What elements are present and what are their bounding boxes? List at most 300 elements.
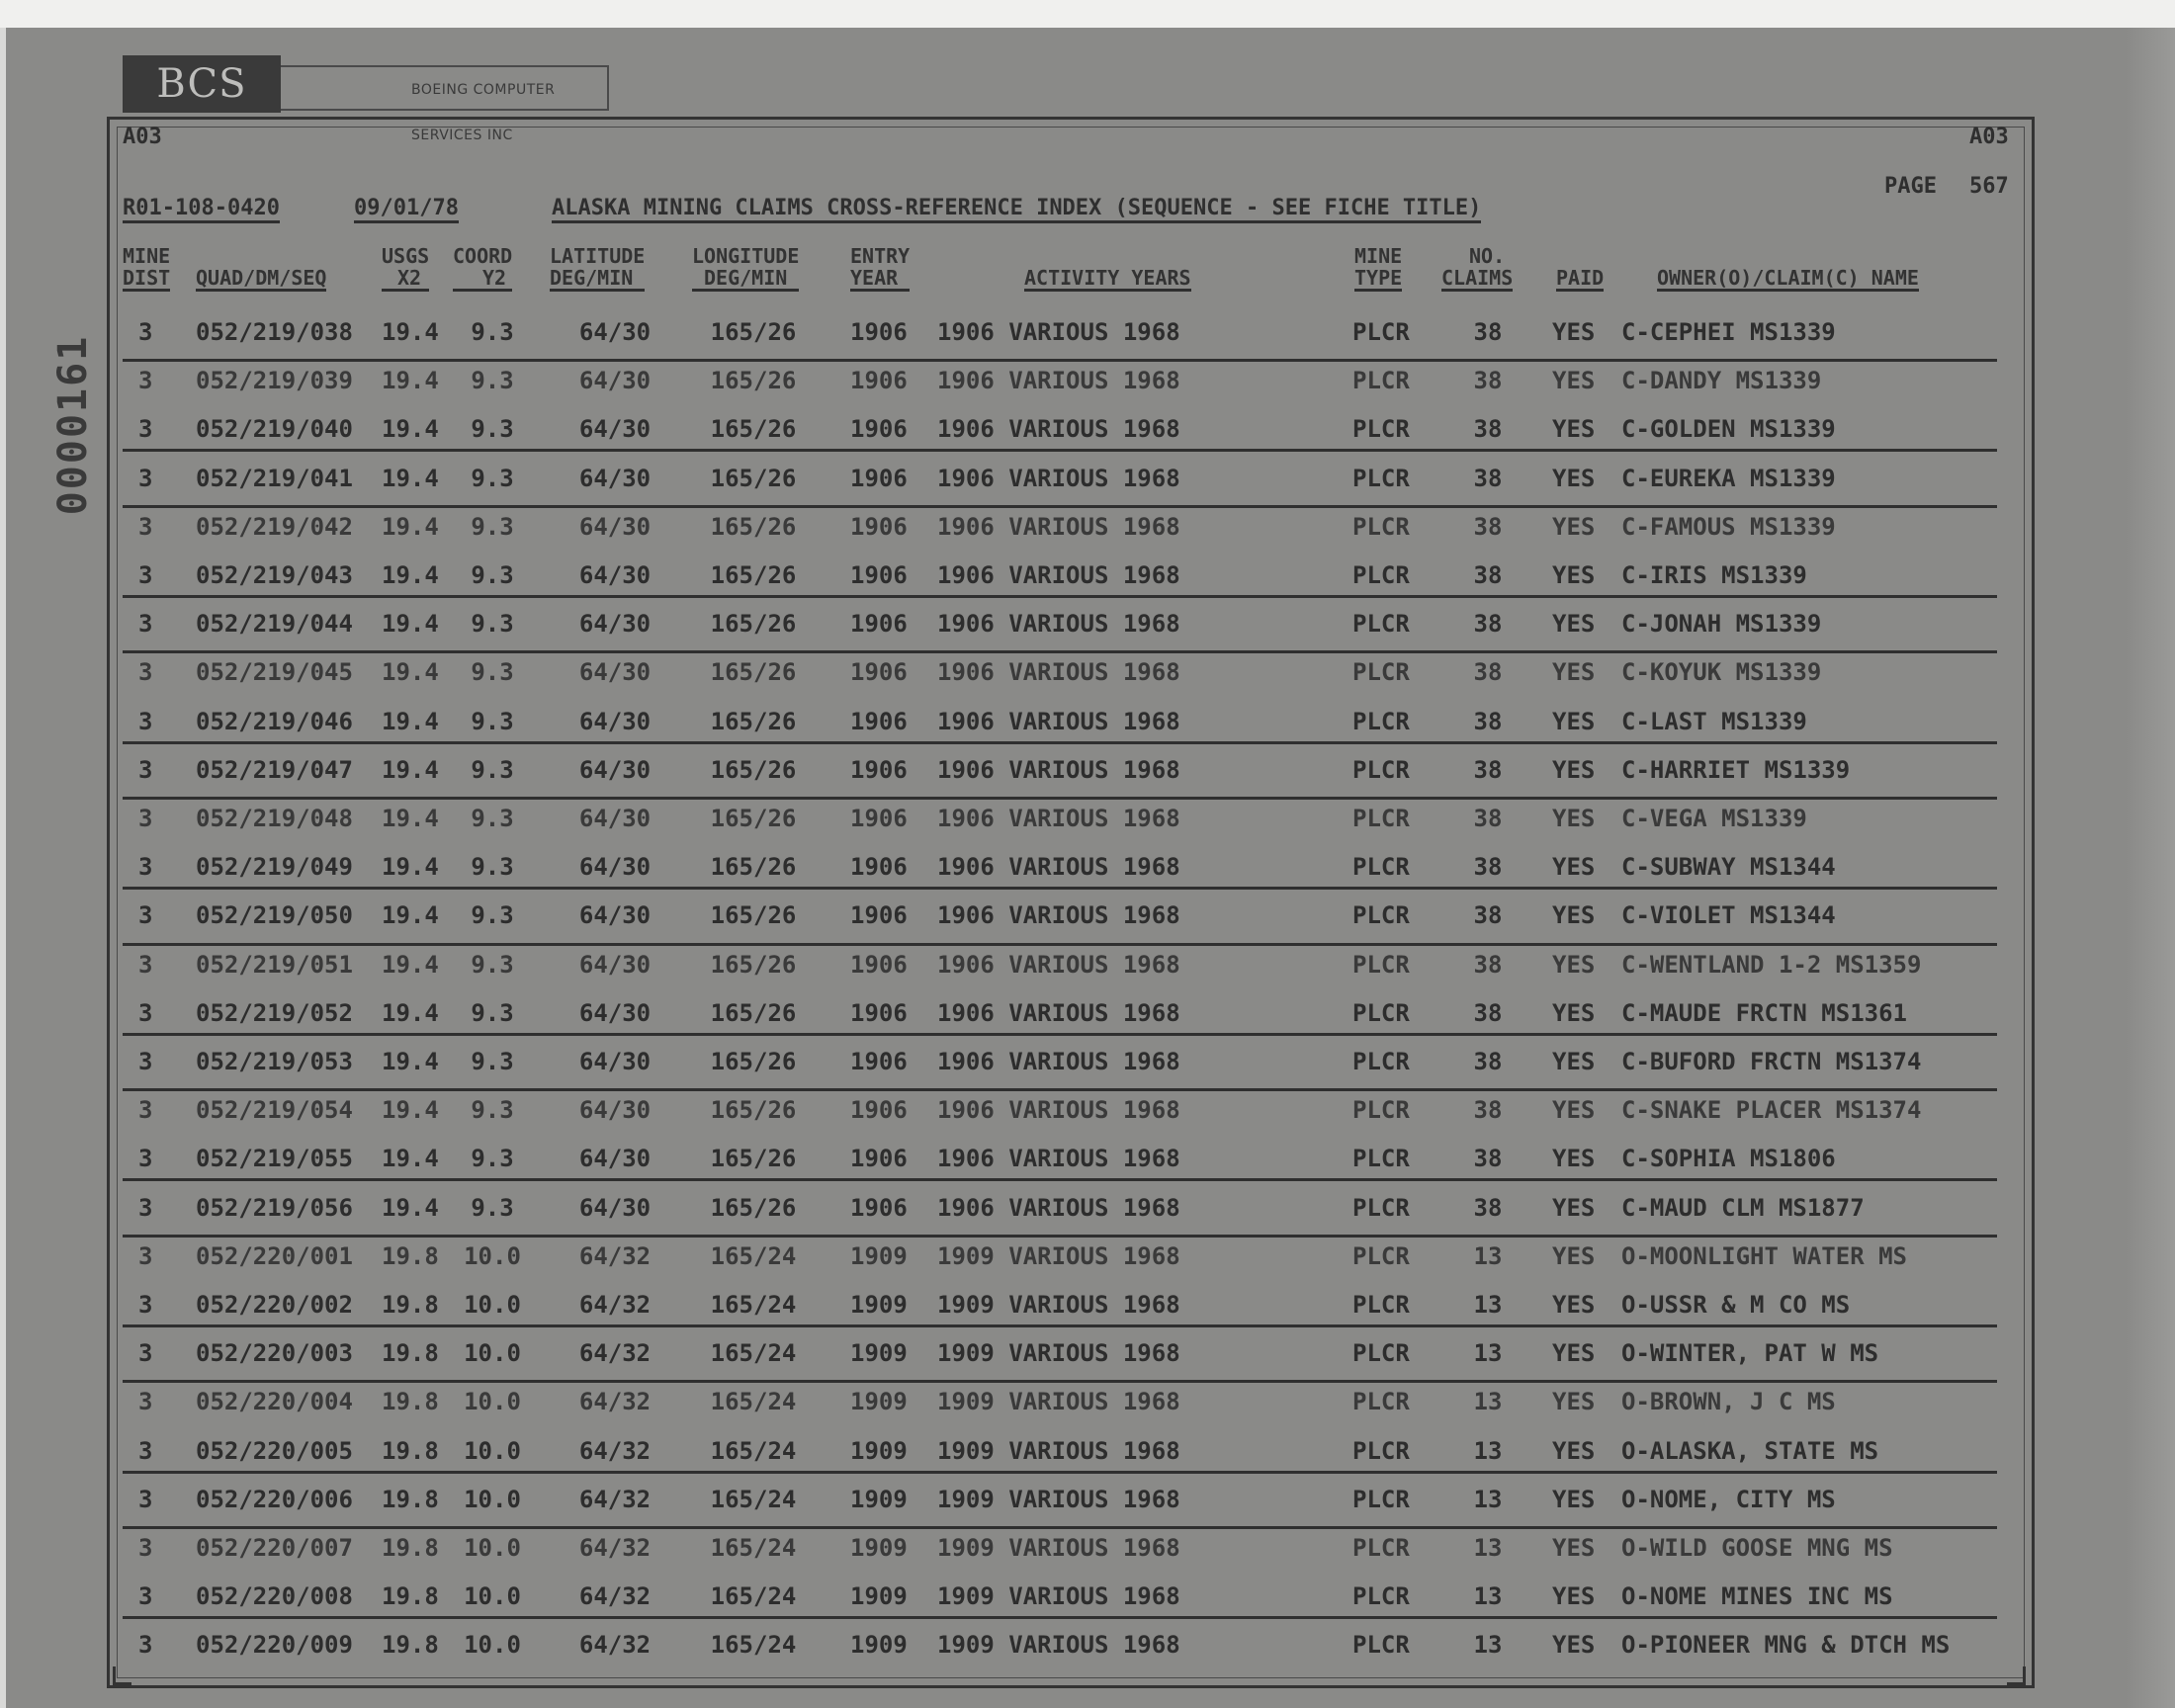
mine-dist-cell: 3 bbox=[138, 561, 153, 589]
col-coord-y: COORD Y2 bbox=[453, 244, 513, 290]
fiche-side-number bbox=[44, 316, 103, 534]
activity-cell: 1906 VARIOUS 1968 bbox=[937, 512, 1180, 541]
coord-y-cell: 9.3 bbox=[471, 1048, 514, 1075]
paid-cell: YES bbox=[1552, 318, 1596, 346]
usgs-x-cell: 19.4 bbox=[382, 658, 439, 687]
quad-cell: 052/220/001 bbox=[196, 1241, 353, 1270]
quad-cell: 052/219/048 bbox=[196, 805, 353, 832]
owner-claim-cell: C-BUFORD FRCTN MS1374 bbox=[1621, 1048, 1922, 1075]
coord-y-cell: 9.3 bbox=[471, 1193, 514, 1222]
row-rule bbox=[123, 1324, 1997, 1327]
coord-y-cell: 9.3 bbox=[471, 998, 514, 1027]
entry-year-cell: 1909 bbox=[850, 1534, 908, 1562]
mine-type-cell: PLCR bbox=[1352, 1485, 1410, 1513]
mine-dist-cell: 3 bbox=[138, 1436, 153, 1465]
owner-claim-cell: O-BROWN, J C MS bbox=[1621, 1388, 1836, 1416]
owner-claim-cell: C-MAUD CLM MS1877 bbox=[1621, 1193, 1865, 1222]
mine-type-cell: PLCR bbox=[1352, 610, 1410, 639]
longitude-cell: 165/26 bbox=[710, 1193, 797, 1222]
mine-dist-cell: 3 bbox=[138, 1048, 153, 1075]
table-row bbox=[123, 552, 2001, 600]
coord-y-cell: 10.0 bbox=[464, 1241, 521, 1270]
mine-dist-cell: 3 bbox=[138, 1145, 153, 1173]
claims-cell: 38 bbox=[1473, 1145, 1503, 1173]
owner-claim-cell: C-MAUDE FRCTN MS1361 bbox=[1621, 998, 1907, 1027]
latitude-cell: 64/30 bbox=[578, 1048, 652, 1075]
mine-dist-cell: 3 bbox=[138, 755, 153, 784]
paid-cell: YES bbox=[1552, 658, 1596, 687]
longitude-cell: 165/26 bbox=[710, 318, 797, 346]
activity-cell: 1909 VARIOUS 1968 bbox=[937, 1631, 1180, 1660]
entry-year-cell: 1906 bbox=[850, 658, 908, 687]
activity-cell: 1906 VARIOUS 1968 bbox=[937, 805, 1180, 832]
row-rule bbox=[123, 1526, 1997, 1529]
claims-cell: 38 bbox=[1473, 998, 1503, 1027]
usgs-x-cell: 19.8 bbox=[382, 1534, 439, 1562]
row-rule bbox=[123, 1616, 1997, 1619]
owner-claim-cell: O-NOME, CITY MS bbox=[1621, 1485, 1836, 1513]
latitude-cell: 64/30 bbox=[578, 998, 652, 1027]
row-rule bbox=[123, 1471, 1997, 1474]
entry-year-cell: 1906 bbox=[850, 561, 908, 589]
longitude-cell: 165/26 bbox=[710, 853, 797, 882]
entry-year-cell: 1909 bbox=[850, 1436, 908, 1465]
activity-cell: 1909 VARIOUS 1968 bbox=[937, 1241, 1180, 1270]
col-entry-year: ENTRY YEAR bbox=[850, 244, 911, 290]
activity-cell: 1906 VARIOUS 1968 bbox=[937, 367, 1180, 395]
col-mine-dist: MINE DIST bbox=[123, 244, 171, 290]
quad-cell: 052/220/005 bbox=[196, 1436, 353, 1465]
mine-type-cell: PLCR bbox=[1352, 1291, 1410, 1319]
activity-cell: 1906 VARIOUS 1968 bbox=[937, 901, 1180, 930]
mine-dist-cell: 3 bbox=[138, 610, 153, 639]
coord-y-cell: 9.3 bbox=[471, 415, 514, 444]
mine-type-cell: PLCR bbox=[1352, 367, 1410, 395]
owner-claim-cell: O-PIONEER MNG & DTCH MS bbox=[1621, 1631, 1951, 1660]
quad-cell: 052/220/002 bbox=[196, 1291, 353, 1319]
coord-y-cell: 9.3 bbox=[471, 707, 514, 735]
coord-y-cell: 9.3 bbox=[471, 512, 514, 541]
row-rule bbox=[123, 887, 1997, 890]
paid-cell: YES bbox=[1552, 998, 1596, 1027]
usgs-x-cell: 19.8 bbox=[382, 1436, 439, 1465]
claims-cell: 38 bbox=[1473, 512, 1503, 541]
paid-cell: YES bbox=[1552, 1096, 1596, 1125]
quad-cell: 052/219/053 bbox=[196, 1048, 353, 1075]
claims-cell: 38 bbox=[1473, 950, 1503, 979]
quad-cell: 052/219/041 bbox=[196, 464, 353, 492]
quad-cell: 052/220/007 bbox=[196, 1534, 353, 1562]
paid-cell: YES bbox=[1552, 805, 1596, 832]
claims-cell: 13 bbox=[1473, 1291, 1503, 1319]
mine-type-cell: PLCR bbox=[1352, 1631, 1410, 1660]
longitude-cell: 165/24 bbox=[710, 1534, 797, 1562]
table-row bbox=[123, 1621, 2001, 1669]
mine-dist-cell: 3 bbox=[138, 512, 153, 541]
mine-type-cell: PLCR bbox=[1352, 1436, 1410, 1465]
owner-claim-cell: O-WILD GOOSE MNG MS bbox=[1621, 1534, 1893, 1562]
table-row bbox=[123, 1427, 2001, 1476]
quad-cell: 052/219/042 bbox=[196, 512, 353, 541]
usgs-x-cell: 19.4 bbox=[382, 1145, 439, 1173]
mine-type-cell: PLCR bbox=[1352, 1048, 1410, 1075]
mine-dist-cell: 3 bbox=[138, 1582, 153, 1611]
owner-claim-cell: C-KOYUK MS1339 bbox=[1621, 658, 1822, 687]
coord-y-cell: 9.3 bbox=[471, 610, 514, 639]
usgs-x-cell: 19.4 bbox=[382, 901, 439, 930]
usgs-x-cell: 19.4 bbox=[382, 755, 439, 784]
row-rule bbox=[123, 1235, 1997, 1238]
latitude-cell: 64/32 bbox=[578, 1339, 652, 1368]
table-row bbox=[123, 600, 2001, 648]
latitude-cell: 64/30 bbox=[578, 901, 652, 930]
claims-cell: 38 bbox=[1473, 415, 1503, 444]
quad-cell: 052/219/045 bbox=[196, 658, 353, 687]
row-rule bbox=[123, 359, 1997, 362]
mine-dist-cell: 3 bbox=[138, 1631, 153, 1660]
usgs-x-cell: 19.4 bbox=[382, 805, 439, 832]
usgs-x-cell: 19.4 bbox=[382, 950, 439, 979]
longitude-cell: 165/24 bbox=[710, 1339, 797, 1368]
owner-claim-cell: C-LAST MS1339 bbox=[1621, 707, 1807, 735]
quad-cell: 052/219/050 bbox=[196, 901, 353, 930]
quad-cell: 052/219/047 bbox=[196, 755, 353, 784]
activity-cell: 1909 VARIOUS 1968 bbox=[937, 1291, 1180, 1319]
entry-year-cell: 1909 bbox=[850, 1241, 908, 1270]
coord-y-cell: 10.0 bbox=[464, 1291, 521, 1319]
activity-cell: 1906 VARIOUS 1968 bbox=[937, 610, 1180, 639]
row-rule bbox=[123, 797, 1997, 800]
longitude-cell: 165/26 bbox=[710, 901, 797, 930]
activity-cell: 1906 VARIOUS 1968 bbox=[937, 1048, 1180, 1075]
table-row bbox=[123, 308, 2001, 357]
paid-cell: YES bbox=[1552, 1388, 1596, 1416]
paid-cell: YES bbox=[1552, 853, 1596, 882]
activity-cell: 1906 VARIOUS 1968 bbox=[937, 950, 1180, 979]
coord-y-cell: 9.3 bbox=[471, 464, 514, 492]
activity-cell: 1909 VARIOUS 1968 bbox=[937, 1534, 1180, 1562]
longitude-cell: 165/26 bbox=[710, 707, 797, 735]
claims-cell: 13 bbox=[1473, 1485, 1503, 1513]
owner-claim-cell: C-HARRIET MS1339 bbox=[1621, 755, 1851, 784]
longitude-cell: 165/24 bbox=[710, 1631, 797, 1660]
claims-cell: 38 bbox=[1473, 464, 1503, 492]
latitude-cell: 64/32 bbox=[578, 1534, 652, 1562]
mine-type-cell: PLCR bbox=[1352, 1096, 1410, 1125]
usgs-x-cell: 19.8 bbox=[382, 1388, 439, 1416]
paid-cell: YES bbox=[1552, 1241, 1596, 1270]
latitude-cell: 64/30 bbox=[578, 415, 652, 444]
quad-cell: 052/220/004 bbox=[196, 1388, 353, 1416]
quad-cell: 052/219/039 bbox=[196, 367, 353, 395]
quad-cell: 052/219/051 bbox=[196, 950, 353, 979]
coord-y-cell: 10.0 bbox=[464, 1582, 521, 1611]
owner-claim-cell: C-DANDY MS1339 bbox=[1621, 367, 1822, 395]
table-row bbox=[123, 1476, 2001, 1524]
owner-claim-cell: C-SUBWAY MS1344 bbox=[1621, 853, 1836, 882]
table-row bbox=[123, 1378, 2001, 1426]
logo-mark: BCS bbox=[123, 55, 281, 113]
entry-year-cell: 1906 bbox=[850, 707, 908, 735]
mine-dist-cell: 3 bbox=[138, 658, 153, 687]
table-row bbox=[123, 1184, 2001, 1233]
entry-year-cell: 1906 bbox=[850, 1193, 908, 1222]
row-rule bbox=[123, 449, 1997, 452]
longitude-cell: 165/26 bbox=[710, 755, 797, 784]
claims-cell: 38 bbox=[1473, 367, 1503, 395]
mine-dist-cell: 3 bbox=[138, 1193, 153, 1222]
claims-cell: 38 bbox=[1473, 610, 1503, 639]
quad-cell: 052/219/049 bbox=[196, 853, 353, 882]
paid-cell: YES bbox=[1552, 1339, 1596, 1368]
coord-y-cell: 10.0 bbox=[464, 1631, 521, 1660]
claims-cell: 38 bbox=[1473, 1193, 1503, 1222]
longitude-cell: 165/26 bbox=[710, 367, 797, 395]
paid-cell: YES bbox=[1552, 1631, 1596, 1660]
latitude-cell: 64/32 bbox=[578, 1436, 652, 1465]
owner-claim-cell: O-NOME MINES INC MS bbox=[1621, 1582, 1893, 1611]
table-row bbox=[123, 1233, 2001, 1281]
usgs-x-cell: 19.4 bbox=[382, 1096, 439, 1125]
paid-cell: YES bbox=[1552, 755, 1596, 784]
quad-cell: 052/220/008 bbox=[196, 1582, 353, 1611]
mine-type-cell: PLCR bbox=[1352, 1582, 1410, 1611]
usgs-x-cell: 19.4 bbox=[382, 415, 439, 444]
paid-cell: YES bbox=[1552, 1582, 1596, 1611]
quad-cell: 052/220/003 bbox=[196, 1339, 353, 1368]
mine-dist-cell: 3 bbox=[138, 464, 153, 492]
mine-type-cell: PLCR bbox=[1352, 853, 1410, 882]
fiche-side-number-text: 0000161 bbox=[50, 334, 96, 516]
row-rule bbox=[123, 1380, 1997, 1383]
activity-cell: 1909 VARIOUS 1968 bbox=[937, 1388, 1180, 1416]
col-owner-claim: OWNER(O)/CLAIM(C) NAME bbox=[1657, 266, 1919, 290]
mine-type-cell: PLCR bbox=[1352, 1241, 1410, 1270]
owner-claim-cell: O-MOONLIGHT WATER MS bbox=[1621, 1241, 1907, 1270]
paid-cell: YES bbox=[1552, 901, 1596, 930]
row-rule bbox=[123, 1178, 1997, 1181]
latitude-cell: 64/30 bbox=[578, 464, 652, 492]
film-top-edge bbox=[0, 0, 2175, 28]
activity-cell: 1906 VARIOUS 1968 bbox=[937, 318, 1180, 346]
mine-type-cell: PLCR bbox=[1352, 998, 1410, 1027]
paid-cell: YES bbox=[1552, 1193, 1596, 1222]
usgs-x-cell: 19.8 bbox=[382, 1291, 439, 1319]
table-row bbox=[123, 357, 2001, 405]
report-id: R01-108-0420 bbox=[123, 196, 280, 223]
longitude-cell: 165/26 bbox=[710, 512, 797, 541]
usgs-x-cell: 19.4 bbox=[382, 610, 439, 639]
usgs-x-cell: 19.4 bbox=[382, 318, 439, 346]
mine-dist-cell: 3 bbox=[138, 707, 153, 735]
paid-cell: YES bbox=[1552, 1145, 1596, 1173]
longitude-cell: 165/26 bbox=[710, 998, 797, 1027]
latitude-cell: 64/30 bbox=[578, 805, 652, 832]
table-row bbox=[123, 1329, 2001, 1378]
longitude-cell: 165/26 bbox=[710, 1145, 797, 1173]
paid-cell: YES bbox=[1552, 561, 1596, 589]
mine-type-cell: PLCR bbox=[1352, 561, 1410, 589]
table-row bbox=[123, 1524, 2001, 1573]
latitude-cell: 64/32 bbox=[578, 1485, 652, 1513]
paid-cell: YES bbox=[1552, 1436, 1596, 1465]
latitude-cell: 64/32 bbox=[578, 1631, 652, 1660]
table-row bbox=[123, 1573, 2001, 1621]
quad-cell: 052/220/006 bbox=[196, 1485, 353, 1513]
usgs-x-cell: 19.8 bbox=[382, 1241, 439, 1270]
paid-cell: YES bbox=[1552, 415, 1596, 444]
owner-claim-cell: C-SNAKE PLACER MS1374 bbox=[1621, 1096, 1922, 1125]
longitude-cell: 165/26 bbox=[710, 464, 797, 492]
quad-cell: 052/219/043 bbox=[196, 561, 353, 589]
owner-claim-cell: C-CEPHEI MS1339 bbox=[1621, 318, 1836, 346]
coord-y-cell: 10.0 bbox=[464, 1534, 521, 1562]
paid-cell: YES bbox=[1552, 1485, 1596, 1513]
table-row bbox=[123, 503, 2001, 552]
activity-cell: 1906 VARIOUS 1968 bbox=[937, 998, 1180, 1027]
coord-y-cell: 10.0 bbox=[464, 1436, 521, 1465]
mine-dist-cell: 3 bbox=[138, 853, 153, 882]
longitude-cell: 165/26 bbox=[710, 415, 797, 444]
corner-code-right: A03 bbox=[1969, 125, 2009, 149]
latitude-cell: 64/30 bbox=[578, 853, 652, 882]
usgs-x-cell: 19.4 bbox=[382, 707, 439, 735]
row-rule bbox=[123, 1088, 1997, 1091]
coord-y-cell: 9.3 bbox=[471, 318, 514, 346]
mine-type-cell: PLCR bbox=[1352, 1145, 1410, 1173]
mine-type-cell: PLCR bbox=[1352, 318, 1410, 346]
coord-y-cell: 10.0 bbox=[464, 1485, 521, 1513]
claims-cell: 13 bbox=[1473, 1631, 1503, 1660]
latitude-cell: 64/32 bbox=[578, 1388, 652, 1416]
mine-type-cell: PLCR bbox=[1352, 901, 1410, 930]
latitude-cell: 64/30 bbox=[578, 950, 652, 979]
latitude-cell: 64/30 bbox=[578, 1193, 652, 1222]
longitude-cell: 165/26 bbox=[710, 610, 797, 639]
table-row bbox=[123, 843, 2001, 892]
mine-dist-cell: 3 bbox=[138, 318, 153, 346]
activity-cell: 1909 VARIOUS 1968 bbox=[937, 1582, 1180, 1611]
coord-y-cell: 9.3 bbox=[471, 853, 514, 882]
paid-cell: YES bbox=[1552, 610, 1596, 639]
coord-y-cell: 9.3 bbox=[471, 1145, 514, 1173]
mine-dist-cell: 3 bbox=[138, 1339, 153, 1368]
mine-type-cell: PLCR bbox=[1352, 512, 1410, 541]
latitude-cell: 64/30 bbox=[578, 755, 652, 784]
table-row bbox=[123, 1281, 2001, 1329]
usgs-x-cell: 19.8 bbox=[382, 1582, 439, 1611]
paid-cell: YES bbox=[1552, 1291, 1596, 1319]
coord-y-cell: 9.3 bbox=[471, 901, 514, 930]
quad-cell: 052/219/056 bbox=[196, 1193, 353, 1222]
mine-dist-cell: 3 bbox=[138, 415, 153, 444]
activity-cell: 1906 VARIOUS 1968 bbox=[937, 853, 1180, 882]
activity-cell: 1906 VARIOUS 1968 bbox=[937, 707, 1180, 735]
usgs-x-cell: 19.4 bbox=[382, 1193, 439, 1222]
longitude-cell: 165/26 bbox=[710, 805, 797, 832]
entry-year-cell: 1906 bbox=[850, 464, 908, 492]
longitude-cell: 165/24 bbox=[710, 1485, 797, 1513]
mine-dist-cell: 3 bbox=[138, 367, 153, 395]
entry-year-cell: 1906 bbox=[850, 367, 908, 395]
latitude-cell: 64/32 bbox=[578, 1291, 652, 1319]
row-rule bbox=[123, 1033, 1997, 1036]
coord-y-cell: 10.0 bbox=[464, 1339, 521, 1368]
entry-year-cell: 1906 bbox=[850, 805, 908, 832]
activity-cell: 1906 VARIOUS 1968 bbox=[937, 561, 1180, 589]
entry-year-cell: 1906 bbox=[850, 512, 908, 541]
latitude-cell: 64/30 bbox=[578, 367, 652, 395]
latitude-cell: 64/30 bbox=[578, 1096, 652, 1125]
table-row bbox=[123, 698, 2001, 746]
claims-cell: 38 bbox=[1473, 658, 1503, 687]
coord-y-cell: 9.3 bbox=[471, 367, 514, 395]
table-row bbox=[123, 989, 2001, 1038]
quad-cell: 052/219/055 bbox=[196, 1145, 353, 1173]
claims-cell: 38 bbox=[1473, 561, 1503, 589]
entry-year-cell: 1909 bbox=[850, 1485, 908, 1513]
latitude-cell: 64/32 bbox=[578, 1582, 652, 1611]
entry-year-cell: 1906 bbox=[850, 950, 908, 979]
table-row bbox=[123, 648, 2001, 697]
table-row bbox=[123, 405, 2001, 454]
corner-code-left: A03 bbox=[123, 125, 162, 149]
usgs-x-cell: 19.4 bbox=[382, 998, 439, 1027]
mine-dist-cell: 3 bbox=[138, 1096, 153, 1125]
usgs-x-cell: 19.8 bbox=[382, 1339, 439, 1368]
entry-year-cell: 1906 bbox=[850, 610, 908, 639]
report-title: ALASKA MINING CLAIMS CROSS-REFERENCE INDEX (SEQUENCE - SEE FICHE TITLE) bbox=[552, 196, 1481, 223]
paid-cell: YES bbox=[1552, 1534, 1596, 1562]
row-rule bbox=[123, 741, 1997, 744]
owner-claim-cell: C-GOLDEN MS1339 bbox=[1621, 415, 1836, 444]
mine-type-cell: PLCR bbox=[1352, 805, 1410, 832]
mine-type-cell: PLCR bbox=[1352, 415, 1410, 444]
mine-dist-cell: 3 bbox=[138, 1241, 153, 1270]
usgs-x-cell: 19.8 bbox=[382, 1485, 439, 1513]
entry-year-cell: 1909 bbox=[850, 1388, 908, 1416]
claims-cell: 13 bbox=[1473, 1339, 1503, 1368]
activity-cell: 1906 VARIOUS 1968 bbox=[937, 464, 1180, 492]
mine-type-cell: PLCR bbox=[1352, 1534, 1410, 1562]
latitude-cell: 64/30 bbox=[578, 658, 652, 687]
entry-year-cell: 1906 bbox=[850, 415, 908, 444]
activity-cell: 1906 VARIOUS 1968 bbox=[937, 658, 1180, 687]
claims-cell: 38 bbox=[1473, 1096, 1503, 1125]
entry-year-cell: 1906 bbox=[850, 318, 908, 346]
mine-type-cell: PLCR bbox=[1352, 755, 1410, 784]
owner-claim-cell: C-IRIS MS1339 bbox=[1621, 561, 1807, 589]
coord-y-cell: 9.3 bbox=[471, 950, 514, 979]
logo-company bbox=[281, 65, 609, 143]
usgs-x-cell: 19.4 bbox=[382, 512, 439, 541]
claims-cell: 13 bbox=[1473, 1582, 1503, 1611]
coord-y-cell: 9.3 bbox=[471, 658, 514, 687]
entry-year-cell: 1906 bbox=[850, 1048, 908, 1075]
mine-type-cell: PLCR bbox=[1352, 1388, 1410, 1416]
mine-type-cell: PLCR bbox=[1352, 658, 1410, 687]
entry-year-cell: 1909 bbox=[850, 1582, 908, 1611]
owner-claim-cell: C-EUREKA MS1339 bbox=[1621, 464, 1836, 492]
paid-cell: YES bbox=[1552, 707, 1596, 735]
latitude-cell: 64/30 bbox=[578, 512, 652, 541]
quad-cell: 052/219/038 bbox=[196, 318, 353, 346]
latitude-cell: 64/30 bbox=[578, 318, 652, 346]
quad-cell: 052/219/046 bbox=[196, 707, 353, 735]
usgs-x-cell: 19.4 bbox=[382, 561, 439, 589]
film-right-edge bbox=[2126, 28, 2175, 1708]
claims-cell: 38 bbox=[1473, 755, 1503, 784]
